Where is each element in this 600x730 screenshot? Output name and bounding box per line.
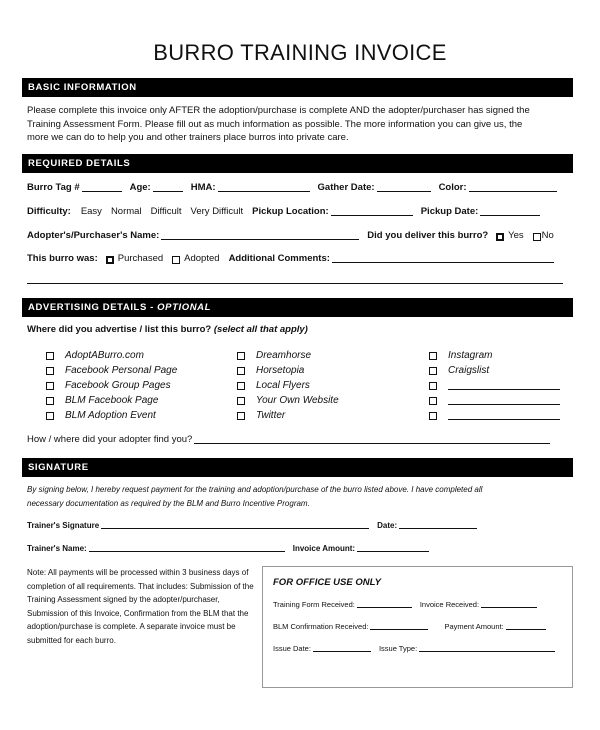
label: Issue Type: [378,644,418,653]
office-row [273,621,546,631]
row-difficulty [27,205,567,217]
pickup-date-field[interactable] [480,207,540,216]
payment-amount-field[interactable] [506,621,546,630]
checkbox[interactable] [429,412,437,420]
label: BLM Confirmation Received: [273,622,369,631]
label: Trainer's Signature [27,521,100,530]
ad-option[interactable] [237,378,339,393]
ad-option[interactable] [46,378,177,393]
age-field[interactable] [153,183,183,192]
checkbox[interactable] [46,352,54,360]
other-field[interactable] [448,381,560,390]
checkbox[interactable] [237,367,245,375]
signature-statement [27,483,572,511]
label: Your Own Website [256,395,339,406]
page-title: BURRO TRAINING INVOICE [153,40,447,65]
label: Training Form Received: [273,600,355,609]
ad-options-col-2 [237,348,339,423]
ad-option[interactable] [46,348,177,363]
label: Where did you advertise / list this burro? [27,324,214,335]
ad-option[interactable] [46,408,177,423]
difficulty-very-difficult[interactable]: Very Difficult [190,206,244,217]
ad-option[interactable] [237,363,339,378]
adopted-checkbox[interactable] [172,256,180,264]
text-line: more we can do to help you and other trainers place burros into private care. [27,132,349,143]
other-field[interactable] [448,396,560,405]
ad-option[interactable] [429,363,560,378]
row-burro-info [27,181,567,193]
checkbox[interactable] [429,352,437,360]
label: Gather Date: [317,182,375,193]
color-field[interactable] [469,183,557,192]
label: Payment Amount: [444,622,504,631]
note: (select all that apply) [213,324,308,335]
ad-options-col-1 [46,348,177,423]
ad-option-other[interactable] [429,378,560,393]
label: Pickup Location: [252,206,329,217]
no-checkbox[interactable] [533,233,541,241]
ad-option-other[interactable] [429,393,560,408]
ad-option[interactable] [46,393,177,408]
date-field[interactable] [399,520,477,529]
label: Trainer's Name: [27,544,87,553]
ad-option-other[interactable] [429,408,560,423]
label: Twitter [256,410,286,421]
gather-date-field[interactable] [377,183,431,192]
ad-option[interactable] [237,393,339,408]
text-line: By signing below, I hereby request payment for the training and adoption/purchase of the burro listed above. I have completed all [27,485,483,494]
checkbox[interactable] [429,367,437,375]
difficulty-easy[interactable]: Easy [80,206,102,217]
blm-confirmation-field[interactable] [370,621,428,630]
comments-field-line-2[interactable] [27,283,563,284]
invoice-amount-field[interactable] [357,543,429,552]
label: Local Flyers [256,380,310,391]
section-signature: SIGNATURE [22,458,573,477]
optional-label: OPTIONAL [157,302,212,313]
advertise-question [27,324,308,335]
row-burro-was [27,252,567,264]
trainer-name-field[interactable] [89,543,285,552]
checkbox[interactable] [46,397,54,405]
label: How / where did your adopter find you? [27,434,193,445]
label: Difficulty: [27,206,71,217]
row-signature [27,518,567,530]
checkbox[interactable] [46,367,54,375]
pickup-location-field[interactable] [331,207,413,216]
ad-option[interactable] [237,348,339,363]
text-line: Please complete this invoice only AFTER the adoption/purchase is complete AND the adopter/purchaser has signed the [27,105,530,116]
invoice-received-field[interactable] [481,599,537,608]
checkbox[interactable] [237,382,245,390]
office-use-box [262,566,573,688]
checkbox[interactable] [237,397,245,405]
label: BLM Adoption Event [65,410,156,421]
label: Purchased [117,253,164,264]
trainer-signature-field[interactable] [101,520,369,529]
label: This burro was: [27,253,98,264]
purchased-checkbox[interactable] [106,256,114,264]
label: Dreamhorse [256,350,312,361]
label: HMA: [190,182,216,193]
text-line: necessary documentation as required by the BLM and Burro Incentive Program. [27,499,310,508]
checkbox[interactable] [429,382,437,390]
section-basic-information: BASIC INFORMATION [22,78,573,97]
difficulty-normal[interactable]: Normal [110,206,142,217]
checkbox[interactable] [46,382,54,390]
ad-option[interactable] [429,348,560,363]
office-row [273,599,537,609]
label: BLM Facebook Page [65,395,159,406]
label: Horsetopia [256,365,305,376]
ad-options-col-3 [429,348,560,423]
ad-option[interactable] [237,408,339,423]
label: Additional Comments: [228,253,330,264]
text-line: Training Assessment Form. Please fill out as much information as possible. The more information you can give us, the [27,118,523,130]
office-row [273,643,555,653]
row-adopter-find [27,433,567,445]
label: No [541,230,554,241]
label: Yes [508,230,524,241]
label: Issue Date: [273,644,311,653]
payment-note: Note: All payments will be processed within 3 business days of completion of all requirements. That includes: Submission of the Training Assessment signed by the adopter/purchaser, Submission of this Invoice, Confirmation from the BLM that the adoption/purchase is complete. A separate invoice must be submitted for each burro. [27,568,254,645]
checkbox[interactable] [46,412,54,420]
label: Facebook Personal Page [65,365,178,376]
basic-info-text [27,104,572,145]
label: Did you deliver this burro? [367,230,489,241]
label: Facebook Group Pages [65,380,171,391]
label: Pickup Date: [420,206,479,217]
label: Date: [377,521,398,530]
label: Age: [129,182,151,193]
adopter-find-field[interactable] [194,435,550,444]
label: Adopted [184,253,220,264]
row-trainer-name [27,541,567,553]
comments-field[interactable] [332,254,554,263]
issue-date-field[interactable] [313,643,371,652]
checkbox[interactable] [237,412,245,420]
label: Invoice Amount: [292,544,356,553]
label: Invoice Received: [419,600,480,609]
section-advertising-details [22,298,573,317]
checkbox[interactable] [237,352,245,360]
label: Color: [438,182,467,193]
label: Burro Tag # [27,182,80,193]
office-title: FOR OFFICE USE ONLY [273,577,382,588]
label: AdoptABurro.com [65,350,144,361]
difficulty-difficult[interactable]: Difficult [150,206,182,217]
yes-checkbox[interactable] [496,233,504,241]
label: Craigslist [448,365,490,376]
header-text: ADVERTISING DETAILS - [28,302,158,313]
checkbox[interactable] [429,397,437,405]
section-required-details: REQUIRED DETAILS [22,154,573,173]
other-field[interactable] [448,411,560,420]
issue-type-field[interactable] [419,643,555,652]
ad-option[interactable] [46,363,177,378]
training-form-field[interactable] [357,599,412,608]
label: Adopter's/Purchaser's Name: [27,230,160,241]
hma-field[interactable] [218,183,310,192]
label: Instagram [448,350,493,361]
burro-tag-field[interactable] [82,183,122,192]
adopter-name-field[interactable] [161,231,359,240]
row-adopter [27,229,567,241]
